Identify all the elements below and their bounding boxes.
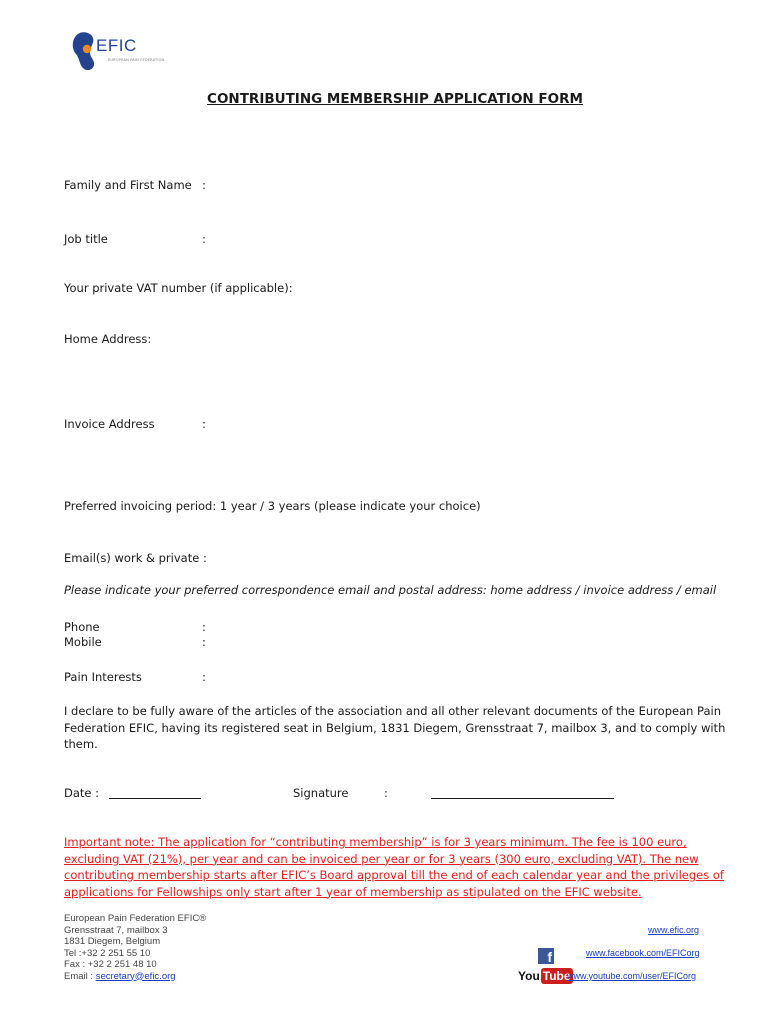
youtube-icon-tube: Tube bbox=[542, 969, 571, 983]
correspondence-note: Please indicate your preferred correspondence email and postal address: home address / invoice address / email bbox=[64, 583, 717, 597]
invoice-address-label: Invoice Address bbox=[64, 417, 155, 431]
facebook-icon[interactable]: f bbox=[538, 948, 554, 964]
signature-label: Signature bbox=[293, 786, 349, 800]
footer-fax: Fax : +32 2 251 48 10 bbox=[64, 959, 157, 970]
phone-label: Phone bbox=[64, 620, 100, 634]
logo-text: EFIC bbox=[96, 36, 137, 55]
youtube-icon-you: You bbox=[518, 969, 540, 983]
footer-email-prefix: Email : bbox=[64, 970, 96, 982]
signature-colon: : bbox=[384, 786, 388, 800]
mobile-colon: : bbox=[202, 635, 206, 649]
name-colon: : bbox=[202, 178, 206, 192]
footer-email-link[interactable]: secretary@efic.org bbox=[95, 970, 176, 982]
pain-interests-label: Pain Interests bbox=[64, 670, 142, 684]
footer-email-line bbox=[64, 971, 206, 983]
logo-tagline: EUROPEAN PAIN FEDERATION bbox=[108, 58, 165, 62]
youtube-icon[interactable] bbox=[518, 968, 573, 984]
job-title-colon: : bbox=[202, 232, 206, 246]
important-note: Important note: The application for “contributing membership” is for 3 years minimum. The fee is 100 euro, excluding VAT (21%), per year and can be invoiced per year or for 3 years (300 euro, excluding VAT). The new contributing membership starts after EFIC’s Board approval till the end of each calendar year and the privileges of applications for Fellowships only start after 1 year of membership as stipulated on the EFIC website. bbox=[64, 835, 724, 899]
declaration-text: I declare to be fully aware of the articles of the association and all other relevant documents of the European Pain Federation EFIC, having its registered seat in Belgium, 1831 Diegem, Grensstraat 7, mailbox 3, and to comply with them. bbox=[64, 704, 726, 751]
name-label: Family and First Name bbox=[64, 178, 192, 192]
home-address-label: Home Address: bbox=[64, 332, 152, 346]
mobile-label: Mobile bbox=[64, 635, 102, 649]
email-label: Email(s) work & private : bbox=[64, 551, 207, 565]
date-label: Date : bbox=[64, 786, 100, 800]
page-title: CONTRIBUTING MEMBERSHIP APPLICATION FORM bbox=[207, 91, 583, 107]
vat-label: Your private VAT number (if applicable): bbox=[64, 281, 293, 295]
footer-org: European Pain Federation EFIC® bbox=[64, 913, 207, 924]
phone-colon: : bbox=[202, 620, 206, 634]
facebook-link[interactable]: www.facebook.com/EFICorg bbox=[586, 948, 700, 958]
signature-field[interactable] bbox=[431, 786, 614, 799]
website-link[interactable]: www.efic.org bbox=[648, 925, 700, 935]
footer-address bbox=[64, 913, 206, 982]
job-title-label: Job title bbox=[64, 232, 108, 246]
footer-city: 1831 Diegem, Belgium bbox=[64, 936, 161, 947]
youtube-link[interactable]: www.youtube.com/user/EFICorg bbox=[567, 971, 697, 981]
footer-street: Grensstraat 7, mailbox 3 bbox=[64, 924, 168, 936]
pain-interests-colon: : bbox=[202, 670, 206, 684]
date-field[interactable] bbox=[109, 786, 201, 799]
invoicing-period-label: Preferred invoicing period: 1 year / 3 years (please indicate your choice) bbox=[64, 499, 481, 513]
footer-tel: Tel :+32 2 251 55 10 bbox=[64, 947, 151, 959]
invoice-address-colon: : bbox=[202, 417, 206, 431]
